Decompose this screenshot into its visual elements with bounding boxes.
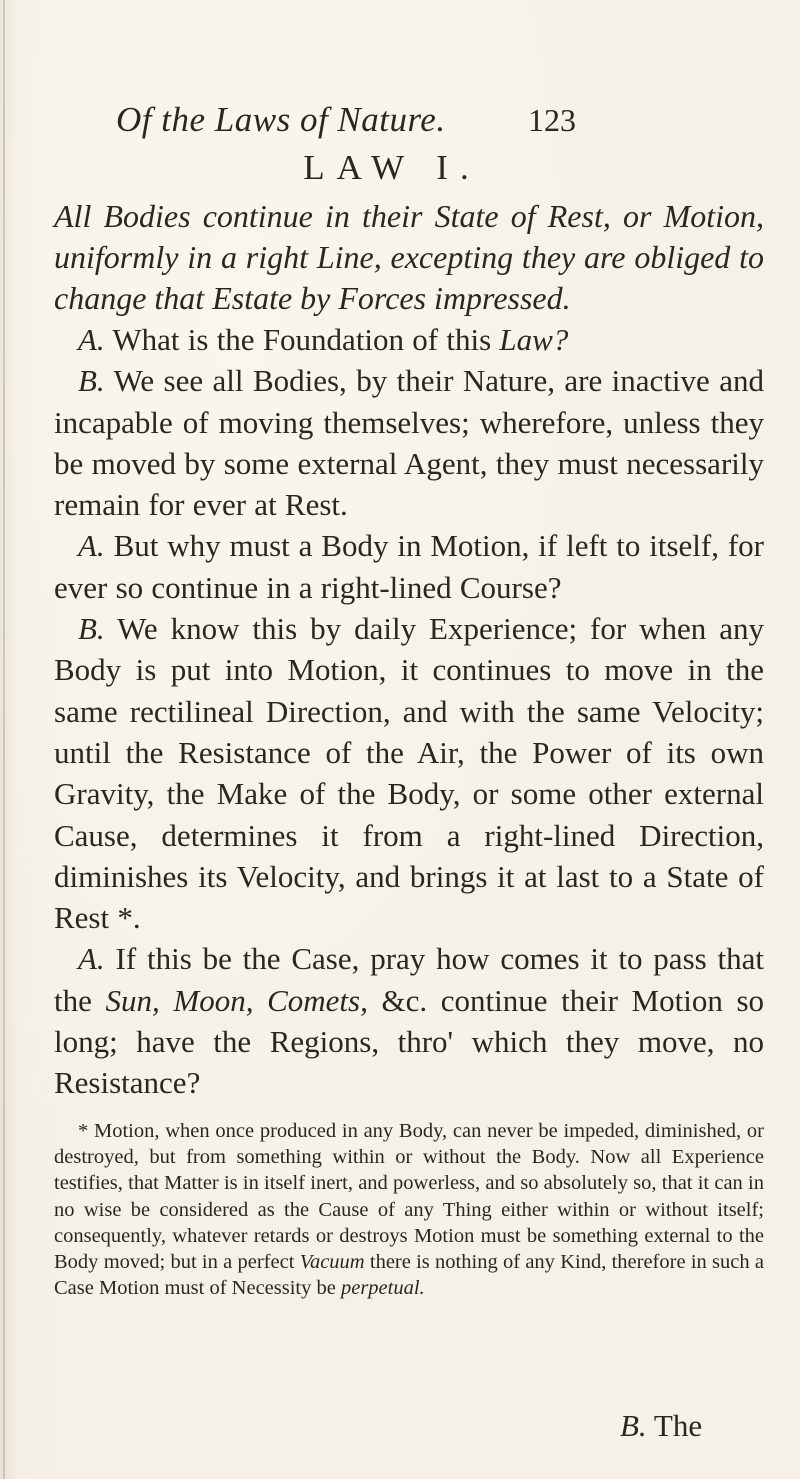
speaker-label: B. <box>78 611 105 647</box>
dialogue-paragraph <box>54 319 764 360</box>
speaker-label: A. <box>78 941 105 977</box>
paragraph-text: We see all Bodies, by their Nature, are inactive and incapable of moving themselves; wherefore, unless they be moved by some external Agent, they must necessarily remain for ever at Rest. <box>54 363 764 523</box>
dialogue-paragraph <box>54 608 764 938</box>
paragraph-italic-text: Law? <box>499 322 569 357</box>
catchword-text: The <box>653 1408 703 1443</box>
speaker-label: A. <box>78 322 105 357</box>
footnote-text: * Motion, when once produced in any Body, can never be impeded, diminished, or destroyed, but from something within or without the Body. Now all Experience testifies, that Matter is in itself inert, and powerless, and so absolutely so, that it can in no wise be considered as the Cause of any Thing either within or without itself; consequently, whatever retards or destroys Motion must be something external to the Body moved; but in a perfect <box>54 1119 764 1274</box>
footnote-italic-text: Vacuum <box>299 1251 365 1274</box>
footnote-text: there is nothing of any Kind, therefore in such a Case Motion must of Necessity be <box>54 1251 764 1300</box>
paragraph-text: If this be the Case, pray how comes it to pass that the <box>54 941 765 1018</box>
dialogue-paragraph <box>54 938 764 1103</box>
paragraph-text: What is the Foundation of this <box>112 322 492 357</box>
paragraph-text: But why must a Body in Motion, if left to itself, for ever so continue in a right-lined Course? <box>54 528 765 605</box>
page-gutter-edge <box>3 0 5 1479</box>
speaker-label: B. <box>78 363 105 399</box>
law-statement: All Bodies continue in their State of Rest, or Motion, uniformly in a right Line, excepting they are obliged to change that Estate by Forces impressed. <box>54 198 764 316</box>
paragraph-italic-text: Sun, Moon, Comets, <box>105 982 368 1018</box>
catchword <box>620 1408 702 1444</box>
running-head <box>54 100 764 144</box>
footnote-italic-text: perpetual. <box>340 1277 425 1300</box>
speaker-label: A. <box>78 528 105 564</box>
footnote <box>54 1118 764 1302</box>
running-head-title: Of the Laws of Nature. <box>116 100 446 139</box>
law-heading: LAW I. <box>303 148 481 187</box>
text-block <box>54 100 764 1302</box>
paragraph-text: &c. continue their Motion so long; have the Regions, thro' which they move, no Resistance? <box>54 982 765 1101</box>
catchword-speaker: B. <box>620 1408 647 1443</box>
dialogue-paragraph <box>54 525 764 608</box>
dialogue-paragraph <box>54 360 764 525</box>
paragraph-text: We know this by daily Experience; for when any Body is put into Motion, it continues to move in the same rectilineal Direction, and with the same Velocity; until the Resistance of the Air, the Power of its own Gravity, the Make of the Body, or some other external Cause, determines it from a right-lined Direction, diminishes its Velocity, and brings it at last to a State of Rest *. <box>54 611 764 936</box>
page-number: 123 <box>528 102 576 138</box>
